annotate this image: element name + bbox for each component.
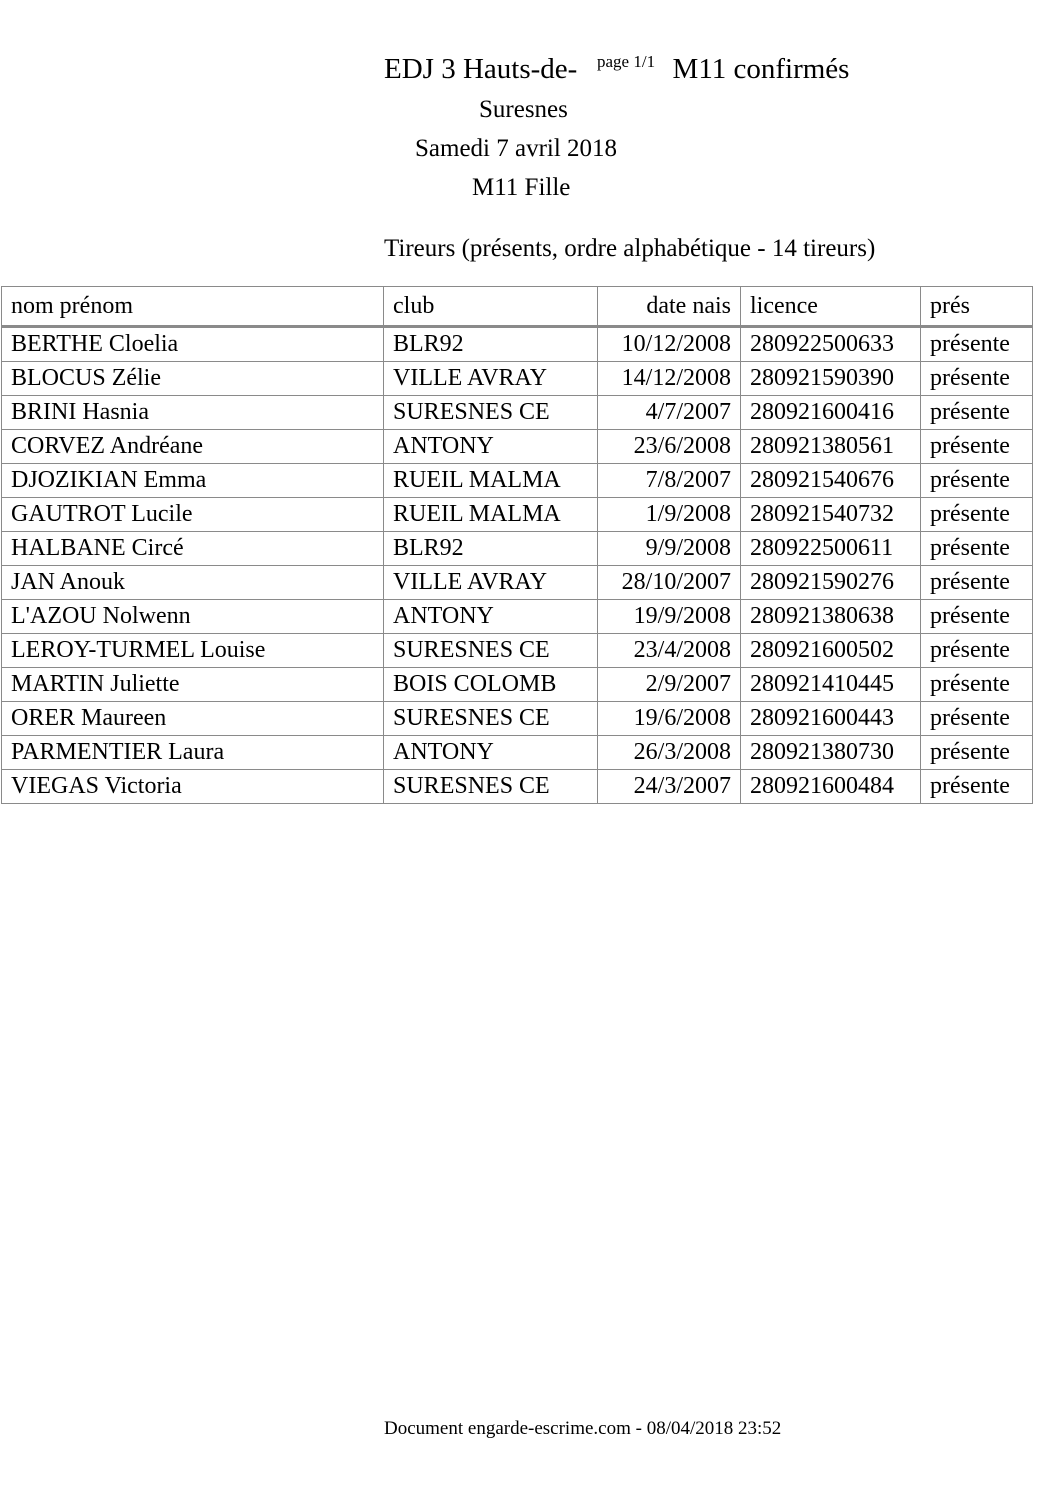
cell-presence: présente — [921, 770, 1033, 804]
cell-birthdate: 9/9/2008 — [598, 532, 741, 566]
cell-licence: 280921600416 — [741, 396, 921, 430]
fencers-table — [1, 286, 1033, 804]
column-header-birthdate: date nais — [598, 287, 741, 327]
cell-presence: présente — [921, 668, 1033, 702]
cell-birthdate: 23/6/2008 — [598, 430, 741, 464]
table-row — [2, 532, 1033, 566]
cell-name: HALBANE Circé — [2, 532, 384, 566]
table-row — [2, 770, 1033, 804]
cell-club: SURESNES CE — [384, 770, 598, 804]
column-header-licence: licence — [741, 287, 921, 327]
cell-club: VILLE AVRAY — [384, 362, 598, 396]
table-body — [2, 327, 1033, 804]
cell-name: BRINI Hasnia — [2, 396, 384, 430]
cell-name: BERTHE Cloelia — [2, 327, 384, 362]
column-header-name: nom prénom — [2, 287, 384, 327]
cell-presence: présente — [921, 532, 1033, 566]
cell-club: VILLE AVRAY — [384, 566, 598, 600]
title-start: EDJ 3 Hauts-de- — [384, 53, 578, 85]
cell-licence: 280921410445 — [741, 668, 921, 702]
cell-presence: présente — [921, 702, 1033, 736]
cell-club: BOIS COLOMB — [384, 668, 598, 702]
cell-birthdate: 23/4/2008 — [598, 634, 741, 668]
cell-presence: présente — [921, 600, 1033, 634]
cell-birthdate: 19/6/2008 — [598, 702, 741, 736]
cell-name: CORVEZ Andréane — [2, 430, 384, 464]
cell-name: PARMENTIER Laura — [2, 736, 384, 770]
cell-name: JAN Anouk — [2, 566, 384, 600]
cell-birthdate: 28/10/2007 — [598, 566, 741, 600]
cell-licence: 280921600484 — [741, 770, 921, 804]
cell-licence: 280921590276 — [741, 566, 921, 600]
cell-presence: présente — [921, 736, 1033, 770]
cell-club: ANTONY — [384, 430, 598, 464]
table-row — [2, 396, 1033, 430]
table-row — [2, 362, 1033, 396]
title-end: M11 confirmés — [665, 53, 850, 85]
column-header-presence: prés — [921, 287, 1033, 327]
cell-club: ANTONY — [384, 736, 598, 770]
page-indicator: page 1/1 — [597, 52, 656, 71]
table-row — [2, 430, 1033, 464]
event-location: Suresnes — [479, 96, 568, 123]
cell-licence: 280921600443 — [741, 702, 921, 736]
cell-birthdate: 24/3/2007 — [598, 770, 741, 804]
cell-licence: 280921600502 — [741, 634, 921, 668]
cell-presence: présente — [921, 498, 1033, 532]
cell-birthdate: 4/7/2007 — [598, 396, 741, 430]
cell-presence: présente — [921, 430, 1033, 464]
table-row — [2, 327, 1033, 362]
cell-name: L'AZOU Nolwenn — [2, 600, 384, 634]
column-header-club: club — [384, 287, 598, 327]
cell-presence: présente — [921, 464, 1033, 498]
table-row — [2, 702, 1033, 736]
table-row — [2, 600, 1033, 634]
cell-name: LEROY-TURMEL Louise — [2, 634, 384, 668]
cell-club: RUEIL MALMA — [384, 498, 598, 532]
cell-presence: présente — [921, 362, 1033, 396]
cell-name: ORER Maureen — [2, 702, 384, 736]
cell-name: MARTIN Juliette — [2, 668, 384, 702]
cell-licence: 280921590390 — [741, 362, 921, 396]
cell-birthdate: 7/8/2007 — [598, 464, 741, 498]
cell-club: SURESNES CE — [384, 396, 598, 430]
cell-licence: 280921540676 — [741, 464, 921, 498]
cell-club: BLR92 — [384, 327, 598, 362]
table-row — [2, 566, 1033, 600]
table-row — [2, 668, 1033, 702]
cell-club: ANTONY — [384, 600, 598, 634]
cell-licence: 280921540732 — [741, 498, 921, 532]
table-row — [2, 634, 1033, 668]
cell-licence: 280921380561 — [741, 430, 921, 464]
table-row — [2, 464, 1033, 498]
table-row — [2, 736, 1033, 770]
cell-birthdate: 14/12/2008 — [598, 362, 741, 396]
cell-name: BLOCUS Zélie — [2, 362, 384, 396]
cell-birthdate: 10/12/2008 — [598, 327, 741, 362]
event-date: Samedi 7 avril 2018 — [415, 135, 618, 162]
cell-presence: présente — [921, 396, 1033, 430]
cell-birthdate: 26/3/2008 — [598, 736, 741, 770]
cell-birthdate: 2/9/2007 — [598, 668, 741, 702]
cell-birthdate: 19/9/2008 — [598, 600, 741, 634]
cell-club: SURESNES CE — [384, 702, 598, 736]
cell-club: BLR92 — [384, 532, 598, 566]
page-footer: Document engarde-escrime.com - 08/04/2018 23:52 — [384, 1418, 782, 1439]
cell-club: SURESNES CE — [384, 634, 598, 668]
cell-licence: 280922500633 — [741, 327, 921, 362]
table-row — [2, 498, 1033, 532]
cell-presence: présente — [921, 566, 1033, 600]
cell-birthdate: 1/9/2008 — [598, 498, 741, 532]
cell-presence: présente — [921, 327, 1033, 362]
cell-licence: 280921380730 — [741, 736, 921, 770]
cell-name: GAUTROT Lucile — [2, 498, 384, 532]
list-caption: Tireurs (présents, ordre alphabétique - 14 tireurs) — [384, 235, 876, 262]
cell-licence: 280921380638 — [741, 600, 921, 634]
cell-presence: présente — [921, 634, 1033, 668]
table-header-row — [2, 287, 1033, 327]
cell-club: RUEIL MALMA — [384, 464, 598, 498]
cell-licence: 280922500611 — [741, 532, 921, 566]
event-category: M11 Fille — [472, 174, 571, 201]
cell-name: VIEGAS Victoria — [2, 770, 384, 804]
cell-name: DJOZIKIAN Emma — [2, 464, 384, 498]
